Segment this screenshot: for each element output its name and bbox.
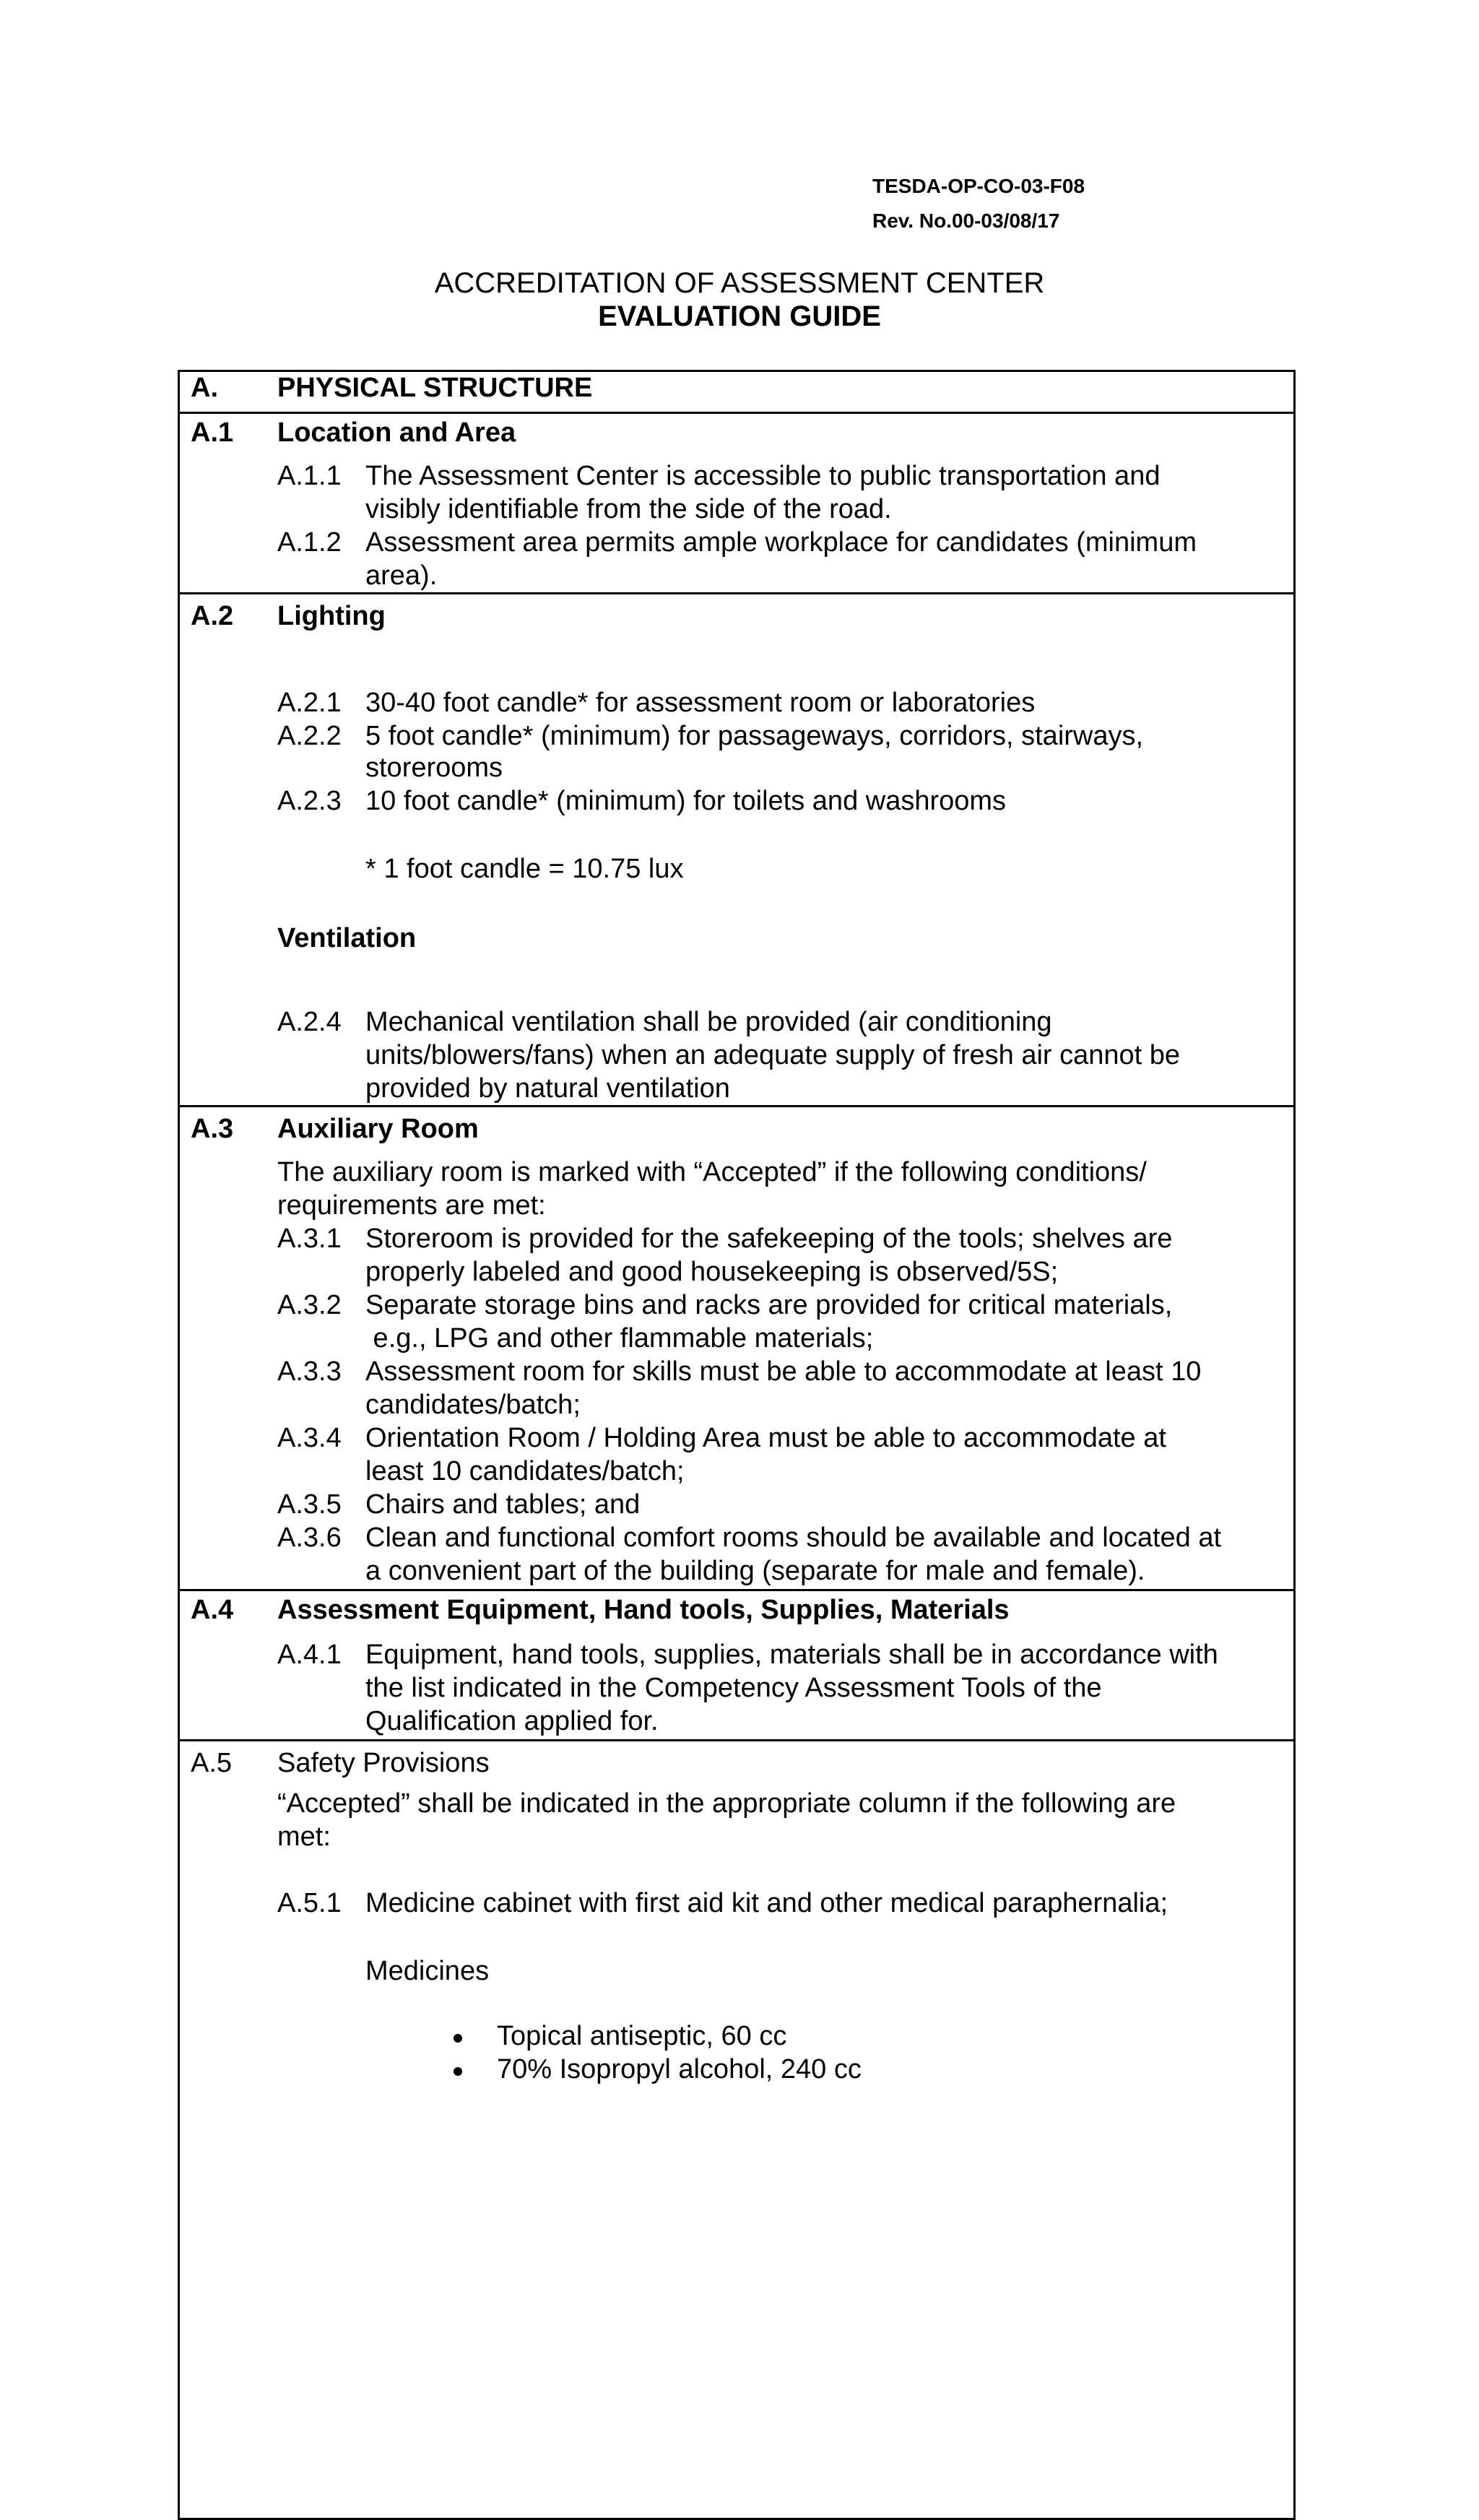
- item-code: A.1.1: [277, 461, 342, 491]
- document-subtitle: EVALUATION GUIDE: [598, 300, 881, 332]
- item-text: Orientation Room / Holding Area must be able to accommodate at: [365, 1423, 1166, 1453]
- intro-text: “Accepted” shall be indicated in the appropriate column if the following are: [277, 1788, 1176, 1819]
- item-text: 30-40 foot candle* for assessment room or laboratories: [365, 688, 1036, 718]
- item-text: area).: [365, 560, 438, 591]
- subsection-title: Assessment Equipment, Hand tools, Supplies, Materials: [277, 1595, 1010, 1625]
- item-text: 10 foot candle* (minimum) for toilets and washrooms: [365, 786, 1007, 816]
- item-code: A.2.1: [277, 688, 342, 718]
- item-code: A.4.1: [277, 1640, 342, 1670]
- item-text: Storeroom is provided for the safekeeping of the tools; shelves are: [365, 1224, 1173, 1254]
- intro-text: met:: [277, 1822, 331, 1852]
- item-code: A.3.2: [277, 1290, 342, 1320]
- row-divider: [178, 1105, 1296, 1107]
- item-code: A.3.3: [277, 1356, 342, 1387]
- item-text: Mechanical ventilation shall be provided (air conditioning: [365, 1007, 1052, 1037]
- item-text: Chairs and tables; and: [365, 1489, 641, 1520]
- item-text: Qualification applied for.: [365, 1706, 659, 1736]
- intro-text: The auxiliary room is marked with “Accepted” if the following conditions/: [277, 1157, 1147, 1187]
- intro-text: requirements are met:: [277, 1190, 546, 1221]
- table-border-right: [1293, 370, 1296, 2519]
- item-text: the list indicated in the Competency Assessment Tools of the: [365, 1673, 1102, 1703]
- form-code: TESDA-OP-CO-03-F08: [872, 175, 1085, 197]
- item-text: 5 foot candle* (minimum) for passageways, corridors, stairways,: [365, 721, 1144, 751]
- item-code: A.2.3: [277, 786, 342, 816]
- item-text: provided by natural ventilation: [365, 1073, 730, 1104]
- item-text: least 10 candidates/batch;: [365, 1456, 685, 1486]
- list-item: 70% Isopropyl alcohol, 240 cc: [497, 2054, 862, 2084]
- item-text: a convenient part of the building (separate for male and female).: [365, 1556, 1145, 1586]
- item-text: Equipment, hand tools, supplies, materials shall be in accordance with: [365, 1640, 1218, 1670]
- medicines-label: Medicines: [365, 1956, 490, 1986]
- revision-number: Rev. No.00-03/08/17: [872, 209, 1060, 232]
- subsection-number: A.1: [191, 417, 234, 448]
- item-text: Medicine cabinet with first aid kit and other medical paraphernalia;: [365, 1888, 1168, 1918]
- item-code: A.2.2: [277, 721, 342, 751]
- section-number: A.: [191, 373, 218, 403]
- row-divider: [178, 412, 1296, 414]
- item-text: Assessment room for skills must be able to accommodate at least 10: [365, 1356, 1202, 1387]
- item-code: A.3.1: [277, 1224, 342, 1254]
- item-code: A.3.4: [277, 1423, 342, 1453]
- item-text: e.g., LPG and other flammable materials;: [365, 1323, 874, 1354]
- subsection-number: A.4: [191, 1595, 234, 1625]
- item-text: storerooms: [365, 753, 503, 783]
- item-code: A.5.1: [277, 1888, 342, 1918]
- row-divider: [178, 592, 1296, 594]
- item-text: Assessment area permits ample workplace for candidates (minimum: [365, 527, 1197, 558]
- item-code: A.3.5: [277, 1489, 342, 1520]
- subsection-title: Location and Area: [277, 417, 516, 448]
- row-divider: [178, 1589, 1296, 1591]
- item-code: A.2.4: [277, 1007, 342, 1037]
- footnote: * 1 foot candle = 10.75 lux: [365, 854, 684, 884]
- subsection-title: Auxiliary Room: [277, 1114, 479, 1144]
- item-code: A.1.2: [277, 527, 342, 558]
- subsection-number: A.5: [191, 1748, 233, 1778]
- bullet-icon: [454, 2034, 462, 2043]
- item-text: properly labeled and good housekeeping is observed/5S;: [365, 1257, 1059, 1287]
- item-text: candidates/batch;: [365, 1390, 581, 1420]
- subsection-number: A.2: [191, 601, 234, 631]
- item-text: units/blowers/fans) when an adequate supply of fresh air cannot be: [365, 1040, 1181, 1070]
- item-text: The Assessment Center is accessible to public transportation and: [365, 461, 1161, 491]
- item-text: Clean and functional comfort rooms should be available and located at: [365, 1523, 1222, 1553]
- bullet-icon: [454, 2067, 462, 2076]
- subsection-number: A.3: [191, 1114, 234, 1144]
- subsection-title: Safety Provisions: [277, 1748, 490, 1778]
- table-border-left: [178, 370, 180, 2519]
- list-item: Topical antiseptic, 60 cc: [497, 2021, 787, 2051]
- item-text: visibly identifiable from the side of the road.: [365, 494, 892, 524]
- ventilation-title: Ventilation: [277, 923, 417, 953]
- section-title: PHYSICAL STRUCTURE: [277, 373, 593, 403]
- item-text: Separate storage bins and racks are provided for critical materials,: [365, 1290, 1173, 1320]
- subsection-title: Lighting: [277, 601, 386, 631]
- document-title: ACCREDITATION OF ASSESSMENT CENTER: [434, 267, 1045, 299]
- item-code: A.3.6: [277, 1523, 342, 1553]
- row-divider: [178, 1739, 1296, 1741]
